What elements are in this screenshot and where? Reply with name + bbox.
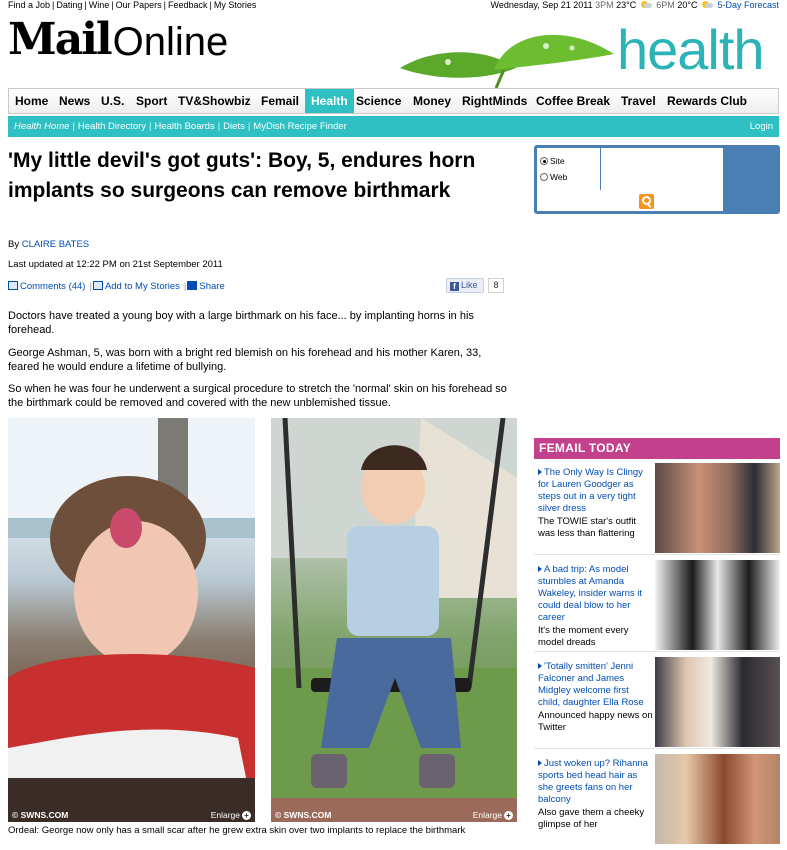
femail-item-thumbnail[interactable] [655, 560, 780, 650]
nav-femail[interactable]: Femail [261, 94, 300, 108]
subnav-health-boards[interactable]: Health Boards [154, 121, 215, 132]
logo-mail: Mail [8, 14, 111, 65]
like-label: Like [461, 280, 478, 290]
femail-item-title-text: 'Totally smitten' Jenni Falconer and James Midgley welcome first child, daughter Ella Rose [538, 661, 644, 708]
find-a-job-link[interactable]: Find a Job [8, 0, 51, 10]
dating-link[interactable]: Dating [56, 0, 83, 10]
mail-online-logo[interactable] [8, 14, 228, 66]
nav-rewards-club[interactable]: Rewards Club [667, 94, 748, 108]
femail-item[interactable] [534, 752, 780, 850]
subnav-diets[interactable]: Diets [223, 121, 245, 132]
femail-item-desc: Announced happy news on Twitter [538, 710, 653, 733]
last-updated: Last updated at 12:22 PM on 21st September 2011 [8, 259, 223, 270]
share-link[interactable] [187, 281, 224, 292]
femail-item-desc: It's the moment every model dreads [538, 625, 629, 648]
enlarge-label: Enlarge [210, 810, 240, 820]
nav-rightminds[interactable]: RightMinds [462, 94, 528, 108]
search-button[interactable] [639, 194, 654, 209]
arrow-right-icon [538, 663, 542, 669]
article-paragraph: Doctors have treated a young boy with a large birthmark on his face... by implanting horns in his forehead. [8, 310, 474, 336]
five-day-forecast-link[interactable]: 5-Day Forecast [717, 0, 779, 10]
top-utility-bar [0, 0, 787, 12]
our-papers-link[interactable]: Our Papers [115, 0, 162, 10]
femail-item-thumbnail[interactable] [655, 463, 780, 553]
plus-icon: + [242, 811, 251, 820]
femail-item-title[interactable] [538, 661, 653, 709]
nav-home[interactable]: Home [15, 94, 49, 108]
nav-us[interactable]: U.S. [101, 94, 125, 108]
search-divider [600, 148, 601, 190]
nav-news[interactable]: News [59, 94, 91, 108]
femail-item[interactable] [534, 461, 780, 555]
nav-tv-showbiz[interactable]: TV&Showbiz [178, 94, 251, 108]
femail-item-desc: Also gave them a cheeky glimpse of her [538, 807, 645, 830]
nav-health[interactable]: Health [305, 89, 354, 113]
subnav-health-home[interactable]: Health Home [14, 121, 70, 132]
femail-item-title[interactable] [538, 564, 653, 624]
radio-selected-icon [540, 157, 548, 165]
article-photo-boy-forehead[interactable] [8, 418, 255, 822]
radio-icon [540, 173, 548, 181]
search-option-web[interactable] [540, 172, 567, 182]
subnav-mydish[interactable]: MyDish Recipe Finder [253, 121, 347, 132]
comments-label: Comments (44) [20, 281, 86, 292]
femail-item-title[interactable] [538, 467, 653, 515]
author-link[interactable]: CLAIRE BATES [21, 239, 90, 250]
share-label: Share [199, 281, 225, 292]
nav-coffee-break[interactable]: Coffee Break [536, 94, 611, 108]
add-story-icon [93, 281, 103, 290]
my-stories-link[interactable]: My Stories [213, 0, 257, 10]
enlarge-button[interactable] [473, 810, 513, 820]
photo-credit: © SWNS.COM [12, 810, 69, 820]
nav-science[interactable]: Science [356, 94, 402, 108]
like-count: 8 [488, 278, 504, 293]
femail-item-title-text: Just woken up? Rihanna sports bed head hair as she greets fans on her balcony [538, 758, 649, 805]
logo-online: Online [112, 20, 229, 64]
arrow-right-icon [538, 566, 542, 572]
article-paragraph: George Ashman, 5, was born with a bright red blemish on his forehead and his mother Karen, 33, feared he would endure a lifetime of bullying. [8, 347, 482, 373]
comment-icon [8, 281, 18, 290]
arrow-right-icon [538, 469, 542, 475]
health-section-title: health [617, 18, 764, 81]
site-search-widget [534, 145, 780, 214]
article-tools: Comments (44) | Add to My Stories | Share [8, 281, 228, 292]
current-date: Wednesday, Sep 21 2011 [490, 0, 593, 10]
nav-money[interactable]: Money [413, 94, 452, 108]
femail-item-desc: The TOWIE star's outfit was less than flattering [538, 516, 637, 539]
femail-item-thumbnail[interactable] [655, 657, 780, 747]
nav-travel[interactable]: Travel [621, 94, 656, 108]
login-link[interactable]: Login [749, 121, 773, 132]
enlarge-button[interactable] [211, 810, 251, 820]
search-option-site-label: Site [550, 156, 565, 166]
partly-cloudy-icon [641, 1, 652, 9]
add-to-my-stories-link[interactable] [93, 281, 180, 292]
leaf-illustration [396, 18, 618, 88]
health-subnav: Health Home | Health Directory | Health Boards | Diets | MyDish Recipe Finder Login [8, 116, 779, 137]
facebook-like-button[interactable] [446, 278, 484, 293]
wine-link[interactable]: Wine [88, 0, 110, 10]
subnav-health-directory[interactable]: Health Directory [77, 121, 147, 132]
partly-cloudy-icon [702, 1, 713, 9]
nav-sport[interactable]: Sport [136, 94, 168, 108]
femail-item-title-text: A bad trip: As model stumbles at Amanda Wakeley, insider warns it could deal blow to her career [538, 564, 643, 623]
photo-credit: © SWNS.COM [275, 810, 332, 820]
search-panel [537, 148, 723, 211]
femail-item[interactable] [534, 558, 780, 652]
weather-time-1: 3PM [595, 0, 614, 10]
femail-today-heading: FEMAIL TODAY [534, 438, 780, 459]
photo-illustration [271, 418, 517, 822]
facebook-icon: f [450, 282, 459, 291]
comments-link[interactable] [8, 281, 85, 292]
utility-links: Find a Job | Dating | Wine | Our Papers | Feedback | My Stories [8, 0, 257, 10]
article-paragraph: So when he was four he underwent a surgical procedure to stretch the 'normal' skin on his forehead so the birthmark could be removed and covered with the new unblemished tissue. [8, 383, 507, 409]
femail-item-title[interactable] [538, 758, 653, 806]
article-photo-boy-swing[interactable] [271, 418, 517, 822]
search-option-site[interactable] [540, 156, 565, 166]
arrow-right-icon [538, 760, 542, 766]
weather-temp-1: 23°C [616, 0, 637, 10]
weather-time-2: 6PM [656, 0, 675, 10]
plus-icon: + [504, 811, 513, 820]
femail-item[interactable] [534, 655, 780, 749]
byline-prefix: By [8, 239, 20, 250]
photo-illustration [8, 418, 255, 822]
share-icon [187, 281, 197, 290]
feedback-link[interactable]: Feedback [167, 0, 208, 10]
main-nav [8, 88, 779, 114]
date-weather [491, 0, 779, 11]
femail-item-thumbnail[interactable] [655, 754, 780, 844]
photo-caption: Ordeal: George now only has a small scar after he grew extra skin over two implants to replace the birthmark [8, 825, 466, 836]
add-to-my-stories-label: Add to My Stories [104, 281, 180, 292]
enlarge-label: Enlarge [472, 810, 502, 820]
search-option-web-label: Web [550, 172, 568, 182]
byline [8, 239, 89, 250]
weather-temp-2: 20°C [677, 0, 698, 10]
article-headline: 'My little devil's got guts': Boy, 5, endures horn implants so surgeons can remove birthmark [8, 149, 476, 202]
femail-item-title-text: The Only Way Is Clingy for Lauren Goodger as steps out in a very tight silver dress [538, 467, 643, 514]
